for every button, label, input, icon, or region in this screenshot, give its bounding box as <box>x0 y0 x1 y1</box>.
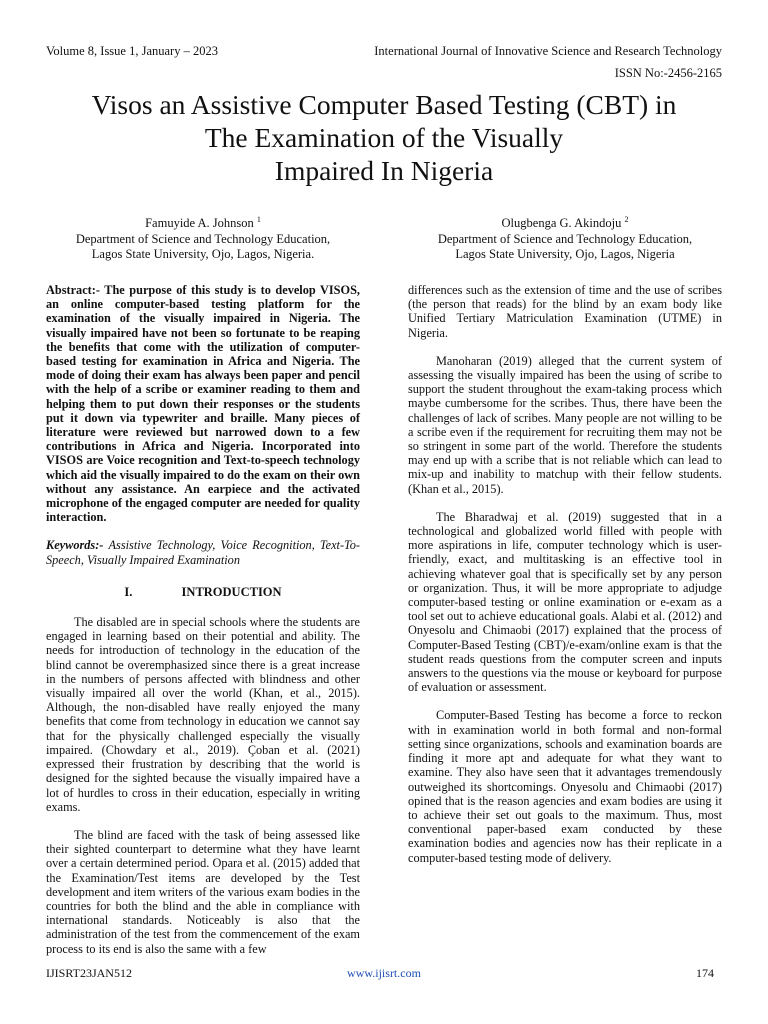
abstract: Abstract:- The purpose of this study is to develop VISOS, an online computer-based testing platform for the examination of the visually impaired in Nigeria. The visually impaired have not been so fortunate to be reaping the benefits that come with the utilization of computer-based testing for examination in Africa and Nigeria. The mode of doing their exam has always been paper and pencil with the help of a scribe or examiner reading to them and helping them to put down their responses or the students put it down via typewriter and braille. Many pieces of literature were reviewed but narrowed down to a few contributions in Africa and Nigeria. Incorporated into VISOS are Voice recognition and Text-to-speech technology which aid the visually impaired to do the exam on their own without any assistance. An earpiece and the activated microphone of the engaged computer are needed for quality interaction. <box>46 283 360 525</box>
author-1-name: Famuyide A. Johnson $^1$ <box>145 215 261 231</box>
author-2-name: Olugbenga G. Akindoju $^2$ <box>501 215 629 231</box>
right-paragraph-1: differences such as the extension of time and the use of scribes (the person that reads) for the blind by an exam body like Unified Tertiary Matriculation Examination (UTME) in Nigeria. <box>408 283 722 340</box>
left-column <box>46 283 360 970</box>
right-paragraph-3: The Bharadwaj et al. (2019) suggested that in a technological and globalized world filled with people with more aspirations in life, computer technology which is user-friendly, exact, and multitasking is an effective tool in achieving whatever goal that is specifically set by any person or organization. Thus, it will be more appropriate to adjudge computer-based testing or online examination or e-exam as a tool set out to achieve educational goals. Alabi et al. (2012) and Onyesolu and Chimaobi (2017) explained that the process of Computer-Based Testing (CBT)/e-exam/online exam is that the student reads questions from the computer screen and inputs answers to the questions via the mouse or keyboard for purpose of evaluation or assessment. <box>408 509 722 695</box>
author-2-uni: Lagos State University, Ojo, Lagos, Nigeria <box>455 247 675 262</box>
page-number: 174 <box>696 966 714 980</box>
author-1-dept: Department of Science and Technology Education, <box>75 231 331 246</box>
section-heading <box>46 585 360 599</box>
title-line-2: The Examination of the Visually <box>204 122 564 153</box>
author-1-uni: Lagos State University, Ojo, Lagos, Nigeria. <box>91 247 315 262</box>
issn: ISSN No:-2456-2165 <box>614 66 722 80</box>
section-number: I. <box>124 584 133 599</box>
title-line-3: Impaired In Nigeria <box>274 155 494 186</box>
journal-url-link[interactable]: www.ijisrt.com <box>347 966 421 980</box>
right-paragraph-4: Computer-Based Testing has become a force to reckon with in examination world in both formal and non-formal setting since organizations, schools and examination boards are finding it more apt and adequate for what they want to examine. They also have seen that it advantages tremendously outweighed its shortcomings. Onyesolu and Chimaobi (2017) opined that is the reason agencies and exam bodies are using it to achieve their set out goals to the maximum. Thus, most conventional paper-based exam conducted by these examination bodies and agencies now has their replicate in a computer-based testing mode of delivery. <box>408 708 722 865</box>
keywords <box>46 538 360 566</box>
intro-paragraph-1: The disabled are in special schools where the students are engaged in learning based on their potential and ability. The needs for introduction of technology in the education of the blind cannot be overemphasized since there is a great increase in the numbers of persons affected with blindness and other visually impaired all over the world (Khan, et al., 2015). Although, the non-disabled have really enjoyed the many benefits that come from technology in education we cannot say that for the physically challenged especially the visually impaired. (Chowdary et al., 2019). Çoban et al. (2021) expressed their frustration by describing that the world is designed for the sighted because the visually impaired have a lot of hurdles to cross in their education, especially in writing exams. <box>46 615 360 814</box>
volume-info: Volume 8, Issue 1, January – 2023 <box>46 44 218 58</box>
author-2-dept: Department of Science and Technology Education, <box>437 231 693 246</box>
paper-title <box>40 88 728 187</box>
journal-name: International Journal of Innovative Science and Research Technology <box>374 44 722 58</box>
title-line-1: Visos an Assistive Computer Based Testing (CBT) in <box>91 89 677 120</box>
author-2 <box>400 212 730 263</box>
right-column <box>408 283 722 879</box>
keywords-label: Keywords:- <box>46 538 104 553</box>
keywords-text: Assistive Technology, Voice Recognition, Text-To-Speech, Visually Impaired Examination <box>46 538 361 567</box>
intro-paragraph-2: The blind are faced with the task of being assessed like their sighted counterpart to determine what they have learnt over a certain determined period. Opara et al. (2015) added that the Examination/Test items are developed by the Test development and item writers of the various exam bodies in the countries for both the blind and the able in compliance with international standards. Noticeably is also that the administration of the test from the commencement of the exam process to its end is also the same with a few <box>46 827 360 956</box>
right-paragraph-2: Manoharan (2019) alleged that the current system of assessing the visually impaired has been the using of scribe to support the student throughout the exam-taking process which maybe cumbersome for the scribes. Thus, there have been the challenges of lack of scribes. Many people are not willing to be a scribe even if the requirement for recruiting them may not be so stringent in some part of the world. Therefore the students may end up with a scribe that is not reliable which can lead to mix-up and inability to matchup with their fellow students. (Khan et al., 2015). <box>408 353 722 496</box>
article-code: IJISRT23JAN512 <box>46 966 132 980</box>
author-1 <box>38 212 368 263</box>
section-title: INTRODUCTION <box>181 584 282 599</box>
